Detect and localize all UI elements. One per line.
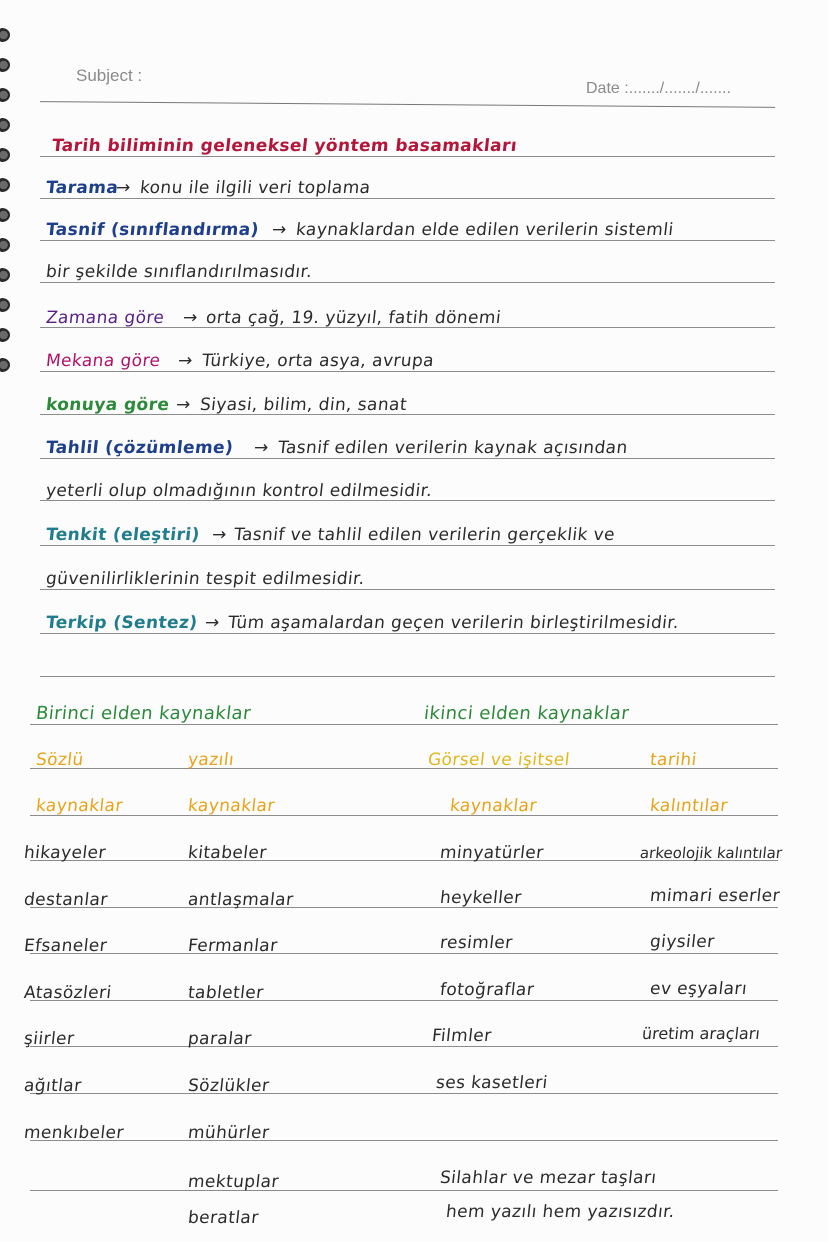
mekan-text: Türkiye, orta asya, avrupa: [200, 351, 436, 371]
tahlil-text-2: yeterli olup olmadığının kontrol edilmesidir.: [44, 481, 434, 501]
list-item: menkıbeler: [22, 1123, 125, 1143]
col2-head-2: kaynaklar: [186, 796, 276, 816]
list-item: destanlar: [22, 890, 109, 910]
arrow-icon: →: [210, 525, 228, 545]
list-item: giysiler: [648, 932, 716, 952]
second-hand-title: ikinci elden kaynaklar: [422, 703, 631, 724]
list-item: mektuplar: [186, 1172, 280, 1192]
arrow-icon: →: [203, 613, 221, 633]
list-item: Efsaneler: [22, 936, 109, 956]
col4-head-2: kalıntılar: [648, 796, 729, 816]
konu-term: konuya göre: [44, 395, 171, 415]
arrow-icon: →: [181, 308, 199, 328]
list-item: hikayeler: [22, 843, 107, 863]
list-item: paralar: [186, 1029, 253, 1049]
konu-text: Siyasi, bilim, din, sanat: [198, 395, 408, 415]
list-item: şiirler: [22, 1029, 76, 1049]
tarama-text: konu ile ilgili veri toplama: [138, 178, 372, 198]
first-hand-title: Birinci elden kaynaklar: [34, 703, 252, 724]
tarama-term: Tarama: [44, 178, 120, 198]
subject-label: Subject :: [76, 66, 143, 85]
list-item: mühürler: [186, 1123, 271, 1143]
list-item: Sözlükler: [186, 1076, 271, 1096]
col1-head-1: Sözlü: [34, 750, 85, 770]
list-item: Fermanlar: [186, 936, 279, 956]
col3-head-2: kaynaklar: [448, 796, 538, 816]
col4-head-1: tarihi: [648, 750, 698, 770]
zaman-term: Zamana göre: [44, 308, 166, 328]
tahlil-text-1: Tasnif edilen verilerin kaynak açısından: [276, 438, 629, 458]
list-item: tabletler: [186, 983, 265, 1003]
tasnif-text-1: kaynaklardan elde edilen verilerin sistemli: [294, 220, 675, 240]
zaman-text: orta çağ, 19. yüzyıl, fatih dönemi: [204, 308, 503, 328]
list-item: kitabeler: [186, 843, 268, 863]
arrow-icon: →: [176, 351, 194, 371]
terkip-text: Tüm aşamalardan geçen verilerin birleştirilmesidir.: [226, 613, 680, 633]
list-item: heykeller: [438, 888, 523, 908]
arrow-icon: →: [174, 395, 192, 415]
notes-title: Tarih biliminin geleneksel yöntem basamakları: [50, 136, 519, 156]
list-item: ağıtlar: [22, 1076, 83, 1096]
tahlil-term: Tahlil (çözümleme): [44, 438, 235, 458]
arrow-icon: →: [252, 438, 270, 458]
tasnif-term: Tasnif (sınıflandırma): [44, 220, 260, 240]
arrow-icon: →: [114, 178, 132, 198]
footnote-line-2: hem yazılı hem yazısızdır.: [444, 1202, 676, 1222]
list-item: mimari eserler: [648, 886, 781, 906]
mekan-term: Mekana göre: [44, 351, 162, 371]
list-item: ses kasetleri: [434, 1073, 549, 1093]
arrow-icon: →: [270, 220, 288, 240]
tasnif-text-2: bir şekilde sınıflandırılmasıdır.: [44, 262, 314, 282]
list-item: antlaşmalar: [186, 890, 295, 910]
col2-head-1: yazılı: [186, 750, 236, 770]
list-item: resimler: [438, 933, 514, 953]
list-item: minyatürler: [438, 843, 545, 863]
list-item: Filmler: [430, 1026, 493, 1046]
col1-head-2: kaynaklar: [34, 796, 124, 816]
list-item: beratlar: [186, 1208, 260, 1228]
list-item: Atasözleri: [22, 983, 113, 1003]
header-rule: [40, 101, 775, 108]
tenkit-text-2: güvenilirliklerinin tespit edilmesidir.: [44, 569, 366, 589]
list-item: arkeolojik kalıntılar: [639, 844, 784, 862]
tenkit-term: Tenkit (eleştiri): [44, 525, 201, 545]
col3-head-1: Görsel ve işitsel: [426, 750, 571, 770]
tenkit-text-1: Tasnif ve tahlil edilen verilerin gerçeklik ve: [232, 525, 616, 545]
list-item: ev eşyaları: [648, 979, 749, 999]
terkip-term: Terkip (Sentez): [44, 613, 199, 633]
footnote-line-1: Silahlar ve mezar taşları: [438, 1168, 658, 1188]
list-item: fotoğraflar: [438, 980, 536, 1000]
list-item: üretim araçları: [641, 1024, 761, 1043]
date-label: Date :......./......./.......: [586, 80, 731, 97]
